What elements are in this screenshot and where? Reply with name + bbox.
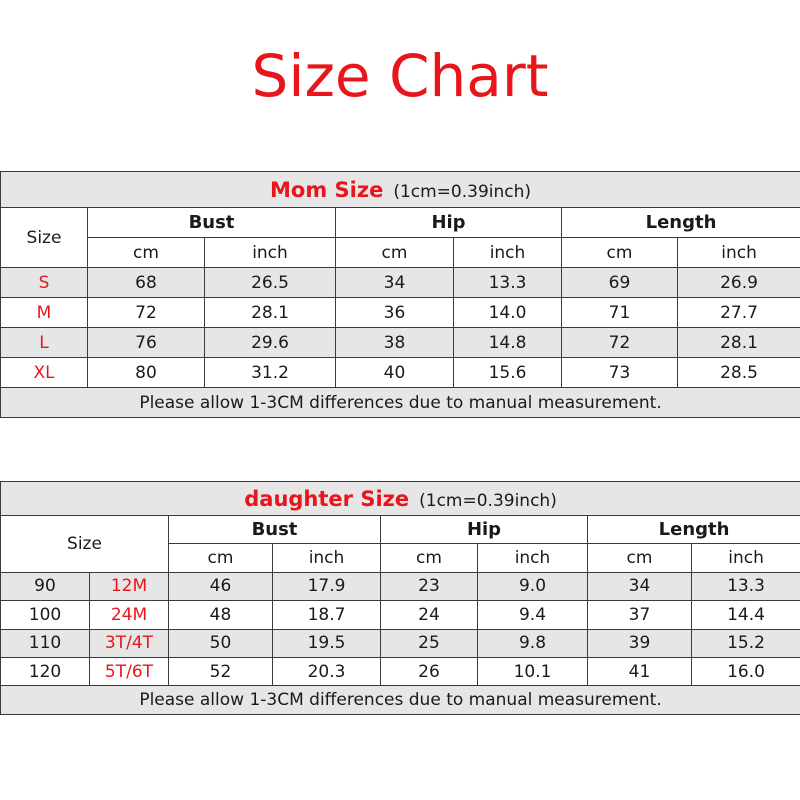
size-cell: S bbox=[1, 268, 88, 298]
unit-inch: inch bbox=[454, 238, 562, 268]
table-row bbox=[1, 601, 800, 629]
value-cell: 28.1 bbox=[678, 328, 800, 358]
table-row bbox=[1, 298, 800, 328]
daughter-length-header: Length bbox=[588, 516, 800, 544]
value-cell: 38 bbox=[336, 328, 454, 358]
height-cell: 90 bbox=[1, 572, 90, 600]
height-cell: 110 bbox=[1, 629, 90, 657]
age-cell: 24M bbox=[90, 601, 169, 629]
value-cell: 39 bbox=[588, 629, 692, 657]
age-cell: 5T/6T bbox=[90, 657, 169, 685]
value-cell: 52 bbox=[169, 657, 273, 685]
daughter-conversion: (1cm=0.39inch) bbox=[419, 490, 557, 511]
value-cell: 13.3 bbox=[454, 268, 562, 298]
daughter-header-row bbox=[1, 516, 800, 544]
mom-conversion: (1cm=0.39inch) bbox=[393, 181, 532, 202]
unit-cm: cm bbox=[169, 544, 273, 572]
mom-note-row bbox=[1, 388, 800, 418]
value-cell: 46 bbox=[169, 572, 273, 600]
mom-caption-row bbox=[1, 172, 800, 208]
value-cell: 41 bbox=[588, 657, 692, 685]
value-cell: 34 bbox=[336, 268, 454, 298]
table-row bbox=[1, 268, 800, 298]
value-cell: 26.5 bbox=[205, 268, 336, 298]
mom-size-table bbox=[0, 171, 800, 418]
value-cell: 14.0 bbox=[454, 298, 562, 328]
mom-size-header: Size bbox=[1, 208, 88, 268]
daughter-bust-header: Bust bbox=[169, 516, 381, 544]
table-row bbox=[1, 328, 800, 358]
height-cell: 100 bbox=[1, 601, 90, 629]
value-cell: 26 bbox=[381, 657, 478, 685]
value-cell: 28.1 bbox=[205, 298, 336, 328]
value-cell: 76 bbox=[88, 328, 205, 358]
value-cell: 15.6 bbox=[454, 358, 562, 388]
value-cell: 68 bbox=[88, 268, 205, 298]
age-cell: 12M bbox=[90, 572, 169, 600]
value-cell: 13.3 bbox=[692, 572, 800, 600]
unit-cm: cm bbox=[336, 238, 454, 268]
daughter-hip-header: Hip bbox=[381, 516, 588, 544]
unit-cm: cm bbox=[88, 238, 205, 268]
mom-hip-header: Hip bbox=[336, 208, 562, 238]
daughter-size-header: Size bbox=[1, 516, 169, 573]
table-row bbox=[1, 572, 800, 600]
measurement-note: Please allow 1-3CM differences due to manual measurement. bbox=[1, 388, 800, 418]
value-cell: 34 bbox=[588, 572, 692, 600]
size-cell: L bbox=[1, 328, 88, 358]
unit-cm: cm bbox=[588, 544, 692, 572]
value-cell: 20.3 bbox=[273, 657, 381, 685]
unit-inch: inch bbox=[692, 544, 800, 572]
value-cell: 28.5 bbox=[678, 358, 800, 388]
value-cell: 16.0 bbox=[692, 657, 800, 685]
height-cell: 120 bbox=[1, 657, 90, 685]
value-cell: 71 bbox=[562, 298, 678, 328]
value-cell: 36 bbox=[336, 298, 454, 328]
table-row bbox=[1, 358, 800, 388]
value-cell: 72 bbox=[562, 328, 678, 358]
table-row bbox=[1, 657, 800, 685]
size-cell: M bbox=[1, 298, 88, 328]
value-cell: 15.2 bbox=[692, 629, 800, 657]
value-cell: 23 bbox=[381, 572, 478, 600]
value-cell: 69 bbox=[562, 268, 678, 298]
daughter-caption: daughter Size bbox=[244, 486, 410, 511]
value-cell: 48 bbox=[169, 601, 273, 629]
table-row bbox=[1, 629, 800, 657]
value-cell: 25 bbox=[381, 629, 478, 657]
daughter-caption-cell bbox=[1, 482, 800, 516]
value-cell: 50 bbox=[169, 629, 273, 657]
value-cell: 27.7 bbox=[678, 298, 800, 328]
value-cell: 40 bbox=[336, 358, 454, 388]
mom-bust-header: Bust bbox=[88, 208, 336, 238]
value-cell: 73 bbox=[562, 358, 678, 388]
page-title: Size Chart bbox=[251, 42, 549, 110]
value-cell: 26.9 bbox=[678, 268, 800, 298]
unit-inch: inch bbox=[678, 238, 800, 268]
value-cell: 14.8 bbox=[454, 328, 562, 358]
value-cell: 17.9 bbox=[273, 572, 381, 600]
mom-unit-row bbox=[1, 238, 800, 268]
mom-caption: Mom Size bbox=[270, 177, 384, 202]
value-cell: 9.0 bbox=[478, 572, 588, 600]
value-cell: 29.6 bbox=[205, 328, 336, 358]
value-cell: 24 bbox=[381, 601, 478, 629]
value-cell: 14.4 bbox=[692, 601, 800, 629]
value-cell: 9.8 bbox=[478, 629, 588, 657]
value-cell: 72 bbox=[88, 298, 205, 328]
measurement-note: Please allow 1-3CM differences due to manual measurement. bbox=[1, 686, 800, 714]
age-cell: 3T/4T bbox=[90, 629, 169, 657]
value-cell: 80 bbox=[88, 358, 205, 388]
value-cell: 18.7 bbox=[273, 601, 381, 629]
value-cell: 31.2 bbox=[205, 358, 336, 388]
daughter-note-row bbox=[1, 686, 800, 714]
value-cell: 10.1 bbox=[478, 657, 588, 685]
value-cell: 37 bbox=[588, 601, 692, 629]
unit-inch: inch bbox=[205, 238, 336, 268]
unit-cm: cm bbox=[381, 544, 478, 572]
daughter-size-table bbox=[0, 481, 800, 715]
value-cell: 19.5 bbox=[273, 629, 381, 657]
mom-caption-cell bbox=[1, 172, 800, 208]
unit-cm: cm bbox=[562, 238, 678, 268]
mom-header-row bbox=[1, 208, 800, 238]
unit-inch: inch bbox=[478, 544, 588, 572]
daughter-caption-row bbox=[1, 482, 800, 516]
value-cell: 9.4 bbox=[478, 601, 588, 629]
unit-inch: inch bbox=[273, 544, 381, 572]
mom-length-header: Length bbox=[562, 208, 800, 238]
size-cell: XL bbox=[1, 358, 88, 388]
